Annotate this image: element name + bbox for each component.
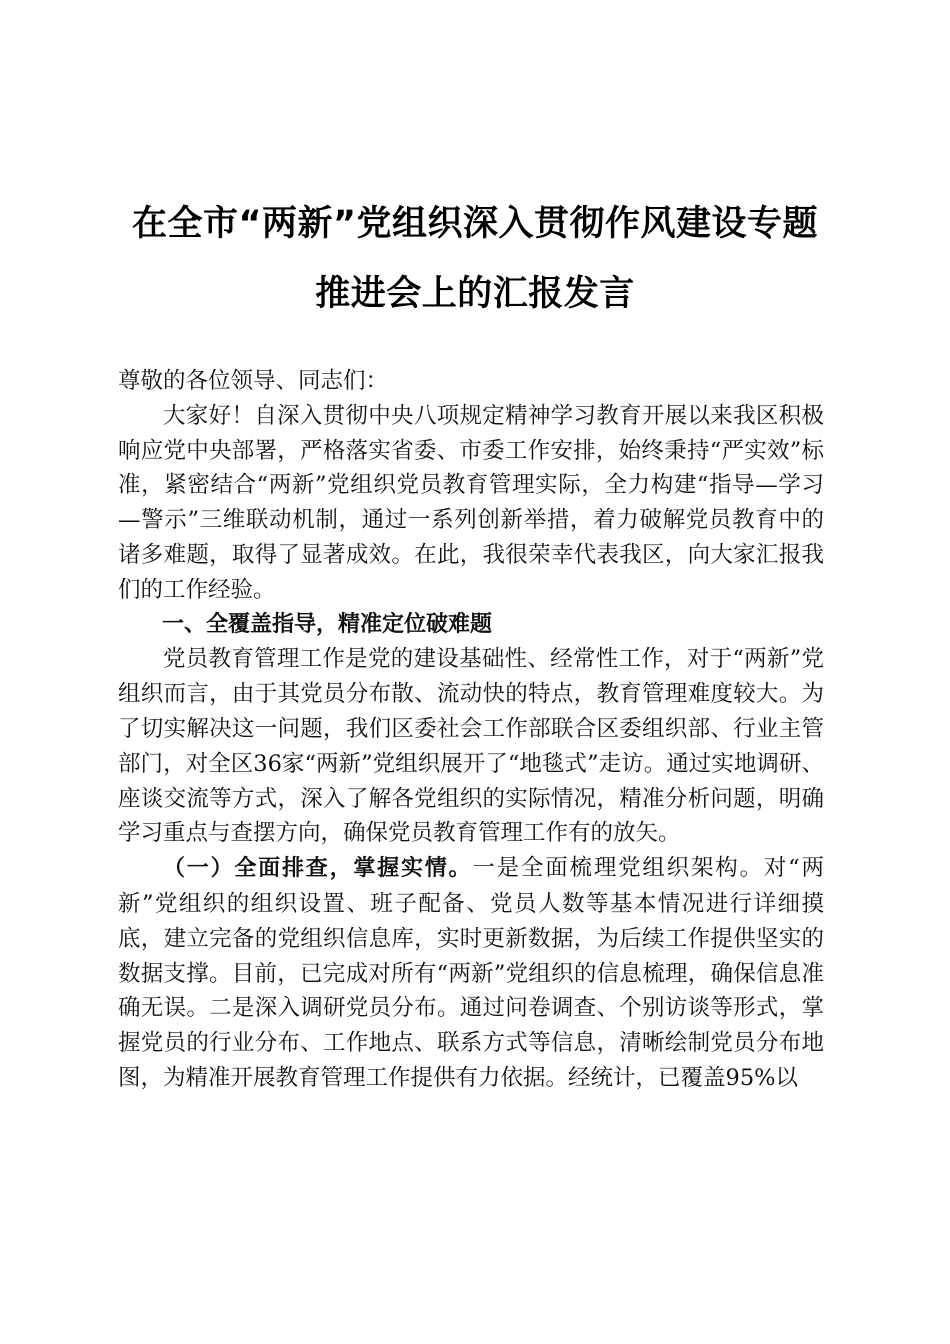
subsection-1-lead: （一）全面排查，掌握实情。 — [163, 856, 473, 882]
subsection-1-text: 一是全面梳理党组织架构。对“两新”党组织的组织设置、班子配备、党员人数等基本情况进行详细摸底，建立完备的党组织信息库，实时更新数据，为后续工作提供坚实的数据支撑。目前，已完成对所有“两新”党组织的信息梳理，确保信息准确无误。二是深入调研党员分布。通过问卷调查、个别访谈等形式，掌握党员的行业分布、工作地点、联系方式等信息，清晰绘制党员分布地图，为精准开展教育管理工作提供有力依据。经统计，已覆盖95%以 — [118, 855, 824, 1091]
salutation: 尊敬的各位领导、同志们： — [118, 368, 389, 394]
document-title-line-2: 推进会上的汇报发言 — [315, 274, 635, 314]
section-1-paragraph: 党员教育管理工作是党的建设基础性、经常性工作，对于“两新”党组织而言，由于其党员分布散、流动快的特点，教育管理难度较大。为了切实解决这一问题，我们区委社会工作部联合区委组织部、行业主管部门，对全区36家“两新”党组织展开了“地毯式”走访。通过实地调研、座谈交流等方式，深入了解各党组织的实际情况，精准分析问题，明确学习重点与查摆方向，确保党员教育管理工作有的放矢。 — [118, 646, 824, 847]
document-title-line-1: 在全市“两新”党组织深入贯彻作风建设专题 — [131, 204, 818, 244]
section-heading-1: 一、全覆盖指导，精准定位破难题 — [162, 611, 493, 637]
document-body — [118, 364, 824, 1096]
subsection-1-paragraph — [118, 851, 824, 1096]
intro-paragraph: 大家好！自深入贯彻中央八项规定精神学习教育开展以来我区积极响应党中央部署，严格落实省委、市委工作安排，始终秉持“严实效”标准，紧密结合“两新”党组织党员教育管理实际，全力构建“指导—学习—警示”三维联动机制，通过一系列创新举措，着力破解党员教育中的诸多难题，取得了显著成效。在此，我很荣幸代表我区，向大家汇报我们的工作经验。 — [118, 402, 824, 603]
